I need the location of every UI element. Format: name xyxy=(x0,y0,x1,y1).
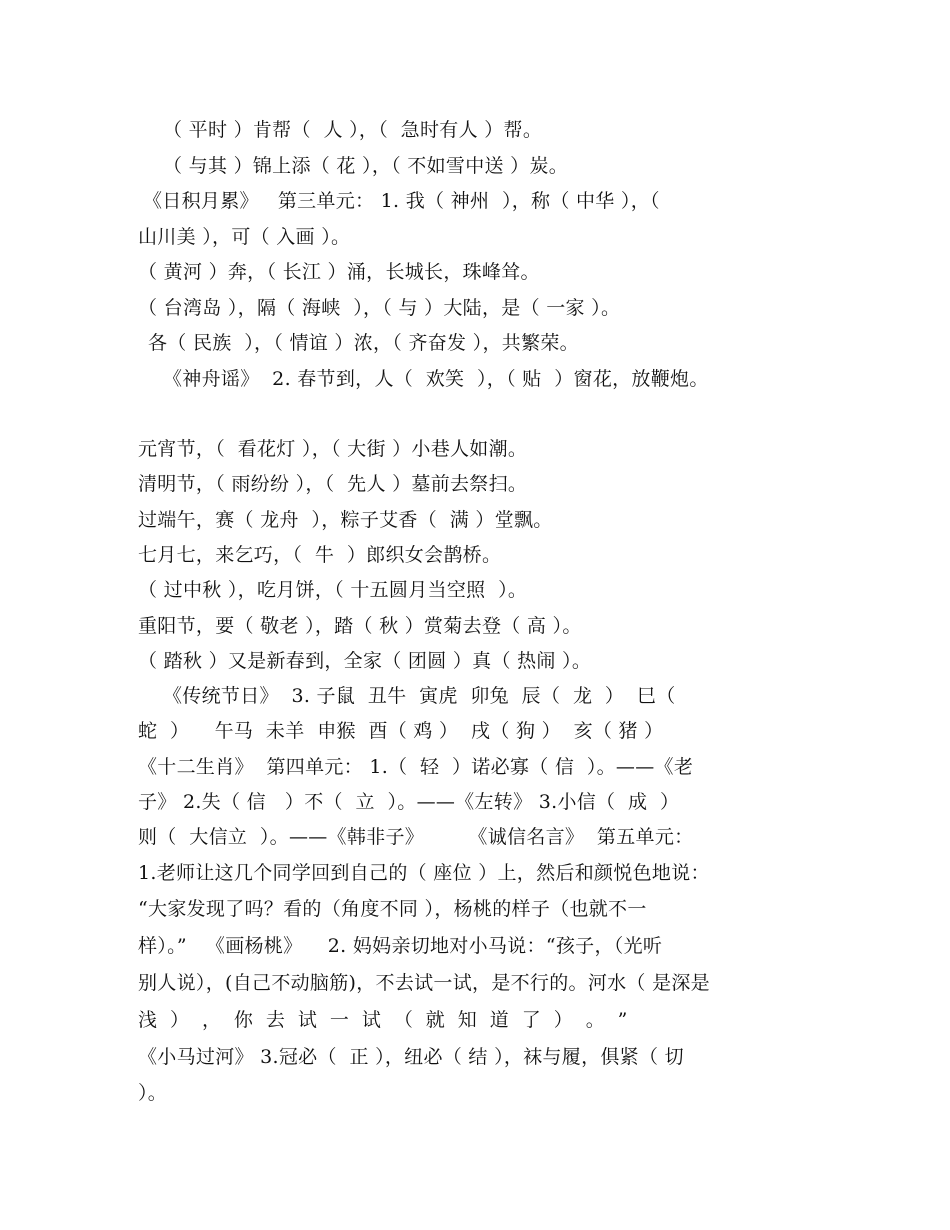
text-line: （ 台湾岛 ），隔（ 海峡 ），（ 与 ）大陆，是（ 一家 ）。 xyxy=(138,297,621,319)
text-line: 《十二生肖》 第四单元： 1.（ 轻 ）诺必寡（ 信 ）。——《老 xyxy=(138,756,694,778)
text-line: （ 与其 ）锦上添（ 花 ），（ 不如雪中送 ）炭。 xyxy=(163,155,569,177)
text-line: 则（ 大信立 ）。——《韩非子》 《诚信名言》 第五单元： xyxy=(138,826,694,848)
text-line: 样）。” 《画杨桃》 2. 妈妈亲切地对小马说：“孩子，（光听 xyxy=(138,935,663,957)
text-line: 蛇 ） 午马 未羊 申猴 酉（ 鸡 ） 戌（ 狗 ） 亥（ 猪 ） xyxy=(138,720,664,742)
text-line: 《日积月累》 第三单元： 1. 我（ 神州 ），称（ 中华 ），（ xyxy=(143,190,660,212)
text-line: 1.老师让这几个同学回到自己的（ 座位 ）上，然后和颜悦色地说： xyxy=(138,862,710,884)
text-line: 清明节，（ 雨纷纷 ），（ 先人 ）墓前去祭扫。 xyxy=(138,473,528,495)
text-line: 《神舟谣》 2. 春节到，人（ 欢笑 ），（ 贴 ）窗花，放鞭炮。 xyxy=(163,368,709,390)
text-line: 《传统节日》 3. 子鼠 丑牛 寅虎 卯兔 辰（ 龙 ） 巳（ xyxy=(163,685,676,707)
text-line: 过端午，赛（ 龙舟 ），粽子艾香（ 满 ）堂飘。 xyxy=(138,509,553,531)
text-line: 各（ 民族 ），（ 情谊 ）浓，（ 齐奋发 ），共繁荣。 xyxy=(148,332,579,354)
text-line: 浅 ） ， 你 去 试 一 试 （ 就 知 道 了 ） 。 ” xyxy=(138,1009,628,1031)
text-line: 别人说），(自己不动脑筋)，不去试一试，是不行的。河水（ 是深是 xyxy=(138,972,710,994)
text-line: 元宵节，（ 看花灯 ），（ 大街 ）小巷人如潮。 xyxy=(138,438,528,460)
text-line: （ 平时 ）肯帮（ 人 ），（ 急时有人 ）帮。 xyxy=(163,119,543,141)
text-line: （ 踏秋 ）又是新春到，全家（ 团圆 ）真（ 热闹 ）。 xyxy=(138,650,592,672)
text-line: “大家发现了吗？看的（角度不同 ），杨桃的样子（也就不一 xyxy=(138,898,647,920)
text-line: 子》 2.失（ 信 ）不（ 立 ）。——《左转》 3.小信（ 成 ） xyxy=(138,791,680,813)
text-line: ）。 xyxy=(138,1082,168,1104)
text-line: 《小马过河》 3.冠必（ 正 ），纽必（ 结 ），袜与履，俱紧（ 切 xyxy=(138,1046,684,1068)
text-line: 山川美 ），可（ 入画 ）。 xyxy=(138,226,351,248)
text-line: 重阳节，要（ 敬老 ），踏（ 秋 ）赏菊去登（ 高 ）。 xyxy=(138,615,582,637)
text-line: （ 过中秋 ），吃月饼，（ 十五圆月当空照 ）。 xyxy=(138,579,528,601)
text-line: （ 黄河 ）奔，（ 长江 ）涌，长城长，珠峰耸。 xyxy=(138,261,540,283)
text-line: 七月七，来乞巧，（ 牛 ）郎织女会鹊桥。 xyxy=(138,544,502,566)
